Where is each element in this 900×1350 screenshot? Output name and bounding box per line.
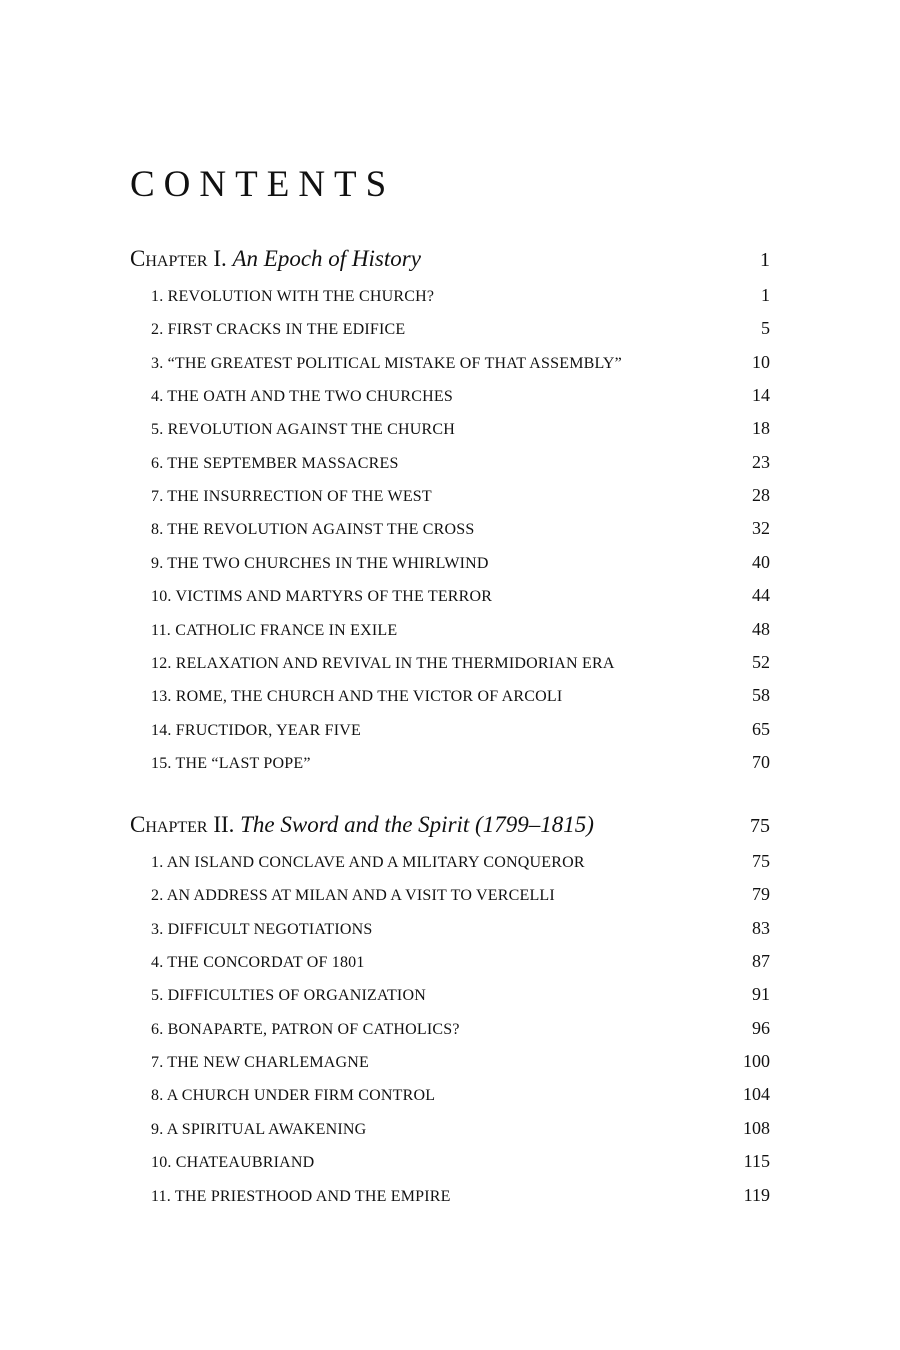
section-entry: [0, 715, 900, 745]
section-page-number: 14: [752, 385, 770, 406]
section-page-number: 65: [752, 718, 770, 739]
section-entry: [0, 281, 900, 311]
section-page-number: 48: [752, 618, 770, 639]
chapter-label: Chapter I.: [130, 246, 227, 271]
section-title: 11. THE PRIESTHOOD AND THE EMPIRE: [151, 1187, 451, 1205]
section-title: 13. ROME, THE CHURCH AND THE VICTOR OF ARCOLI: [151, 688, 563, 706]
section-title: 3. DIFFICULT NEGOTIATIONS: [151, 920, 373, 938]
section-entry: [0, 548, 900, 578]
section-page-number: 108: [743, 1117, 770, 1138]
section-page-number: 58: [752, 685, 770, 706]
section-page-number: 96: [752, 1017, 770, 1038]
section-title: 6. THE SEPTEMBER MASSACRES: [151, 454, 399, 472]
section-title: 4. THE OATH AND THE TWO CHURCHES: [151, 388, 453, 406]
section-entry: [0, 1114, 900, 1144]
section-entry: [0, 314, 900, 344]
section-title: 8. A CHURCH UNDER FIRM CONTROL: [151, 1087, 436, 1105]
section-entry: [0, 1047, 900, 1077]
page-title: CONTENTS: [130, 164, 396, 205]
section-page-number: 91: [752, 984, 770, 1005]
section-page-number: 44: [752, 585, 770, 606]
section-page-number: 32: [752, 518, 770, 539]
section-title: 3. “THE GREATEST POLITICAL MISTAKE OF THAT ASSEMBLY”: [151, 354, 622, 372]
section-entry: [0, 748, 900, 778]
section-entry: [0, 1014, 900, 1044]
section-entry: [0, 1147, 900, 1177]
section-page-number: 5: [761, 318, 770, 339]
section-entry: [0, 947, 900, 977]
section-page-number: 18: [752, 418, 770, 439]
section-entry: [0, 847, 900, 877]
section-entry: [0, 381, 900, 411]
section-title: 10. VICTIMS AND MARTYRS OF THE TERROR: [151, 588, 493, 606]
section-entry: [0, 880, 900, 910]
section-page-number: 10: [752, 351, 770, 372]
section-entry: [0, 681, 900, 711]
chapter-heading: [130, 246, 421, 272]
section-entry: [0, 914, 900, 944]
chapter-entry: [0, 246, 900, 276]
section-entry: [0, 1080, 900, 1110]
section-title: 11. CATHOLIC FRANCE IN EXILE: [151, 621, 398, 639]
section-title: 2. FIRST CRACKS IN THE EDIFICE: [151, 321, 406, 339]
section-entry: [0, 414, 900, 444]
section-page-number: 83: [752, 917, 770, 938]
chapter-page-number: 1: [760, 249, 770, 271]
section-page-number: 87: [752, 951, 770, 972]
section-page-number: 119: [743, 1184, 770, 1205]
section-page-number: 104: [743, 1084, 770, 1105]
section-entry: [0, 648, 900, 678]
section-page-number: 23: [752, 451, 770, 472]
chapter-title: The Sword and the Spirit (1799–1815): [240, 812, 594, 837]
section-title: 2. AN ADDRESS AT MILAN AND A VISIT TO VERCELLI: [151, 887, 555, 905]
section-entry: [0, 615, 900, 645]
section-title: 14. FRUCTIDOR, YEAR FIVE: [151, 721, 361, 739]
section-page-number: 100: [743, 1051, 770, 1072]
section-title: 12. RELAXATION AND REVIVAL IN THE THERMIDORIAN ERA: [151, 654, 615, 672]
section-title: 8. THE REVOLUTION AGAINST THE CROSS: [151, 521, 475, 539]
section-title: 1. REVOLUTION WITH THE CHURCH?: [151, 288, 435, 305]
section-title: 9. A SPIRITUAL AWAKENING: [151, 1120, 367, 1138]
section-page-number: 52: [752, 651, 770, 672]
section-page-number: 1: [761, 285, 770, 305]
section-page-number: 115: [743, 1151, 770, 1172]
section-title: 10. CHATEAUBRIAND: [151, 1154, 315, 1172]
section-title: 15. THE “LAST POPE”: [151, 754, 311, 772]
section-page-number: 70: [752, 751, 770, 772]
section-title: 5. DIFFICULTIES OF ORGANIZATION: [151, 987, 426, 1005]
section-entry: [0, 448, 900, 478]
section-entry: [0, 514, 900, 544]
chapter-title: An Epoch of History: [232, 246, 421, 271]
section-title: 9. THE TWO CHURCHES IN THE WHIRLWIND: [151, 554, 489, 572]
section-entry: [0, 581, 900, 611]
chapter-heading: [130, 812, 594, 838]
section-entry: [0, 980, 900, 1010]
section-title: 6. BONAPARTE, PATRON OF CATHOLICS?: [151, 1020, 460, 1038]
chapter-page-number: 75: [750, 815, 770, 837]
section-page-number: 75: [752, 851, 770, 871]
section-entry: [0, 1181, 900, 1211]
section-page-number: 28: [752, 485, 770, 506]
chapter-entry: [0, 812, 900, 842]
section-page-number: 79: [752, 884, 770, 905]
section-title: 1. AN ISLAND CONCLAVE AND A MILITARY CONQUEROR: [151, 854, 585, 871]
section-entry: [0, 348, 900, 378]
section-page-number: 40: [752, 551, 770, 572]
chapter-label: Chapter II.: [130, 812, 235, 837]
section-title: 4. THE CONCORDAT OF 1801: [151, 954, 365, 972]
section-title: 7. THE NEW CHARLEMAGNE: [151, 1054, 370, 1072]
section-entry: [0, 481, 900, 511]
section-title: 5. REVOLUTION AGAINST THE CHURCH: [151, 421, 456, 439]
section-title: 7. THE INSURRECTION OF THE WEST: [151, 488, 432, 506]
